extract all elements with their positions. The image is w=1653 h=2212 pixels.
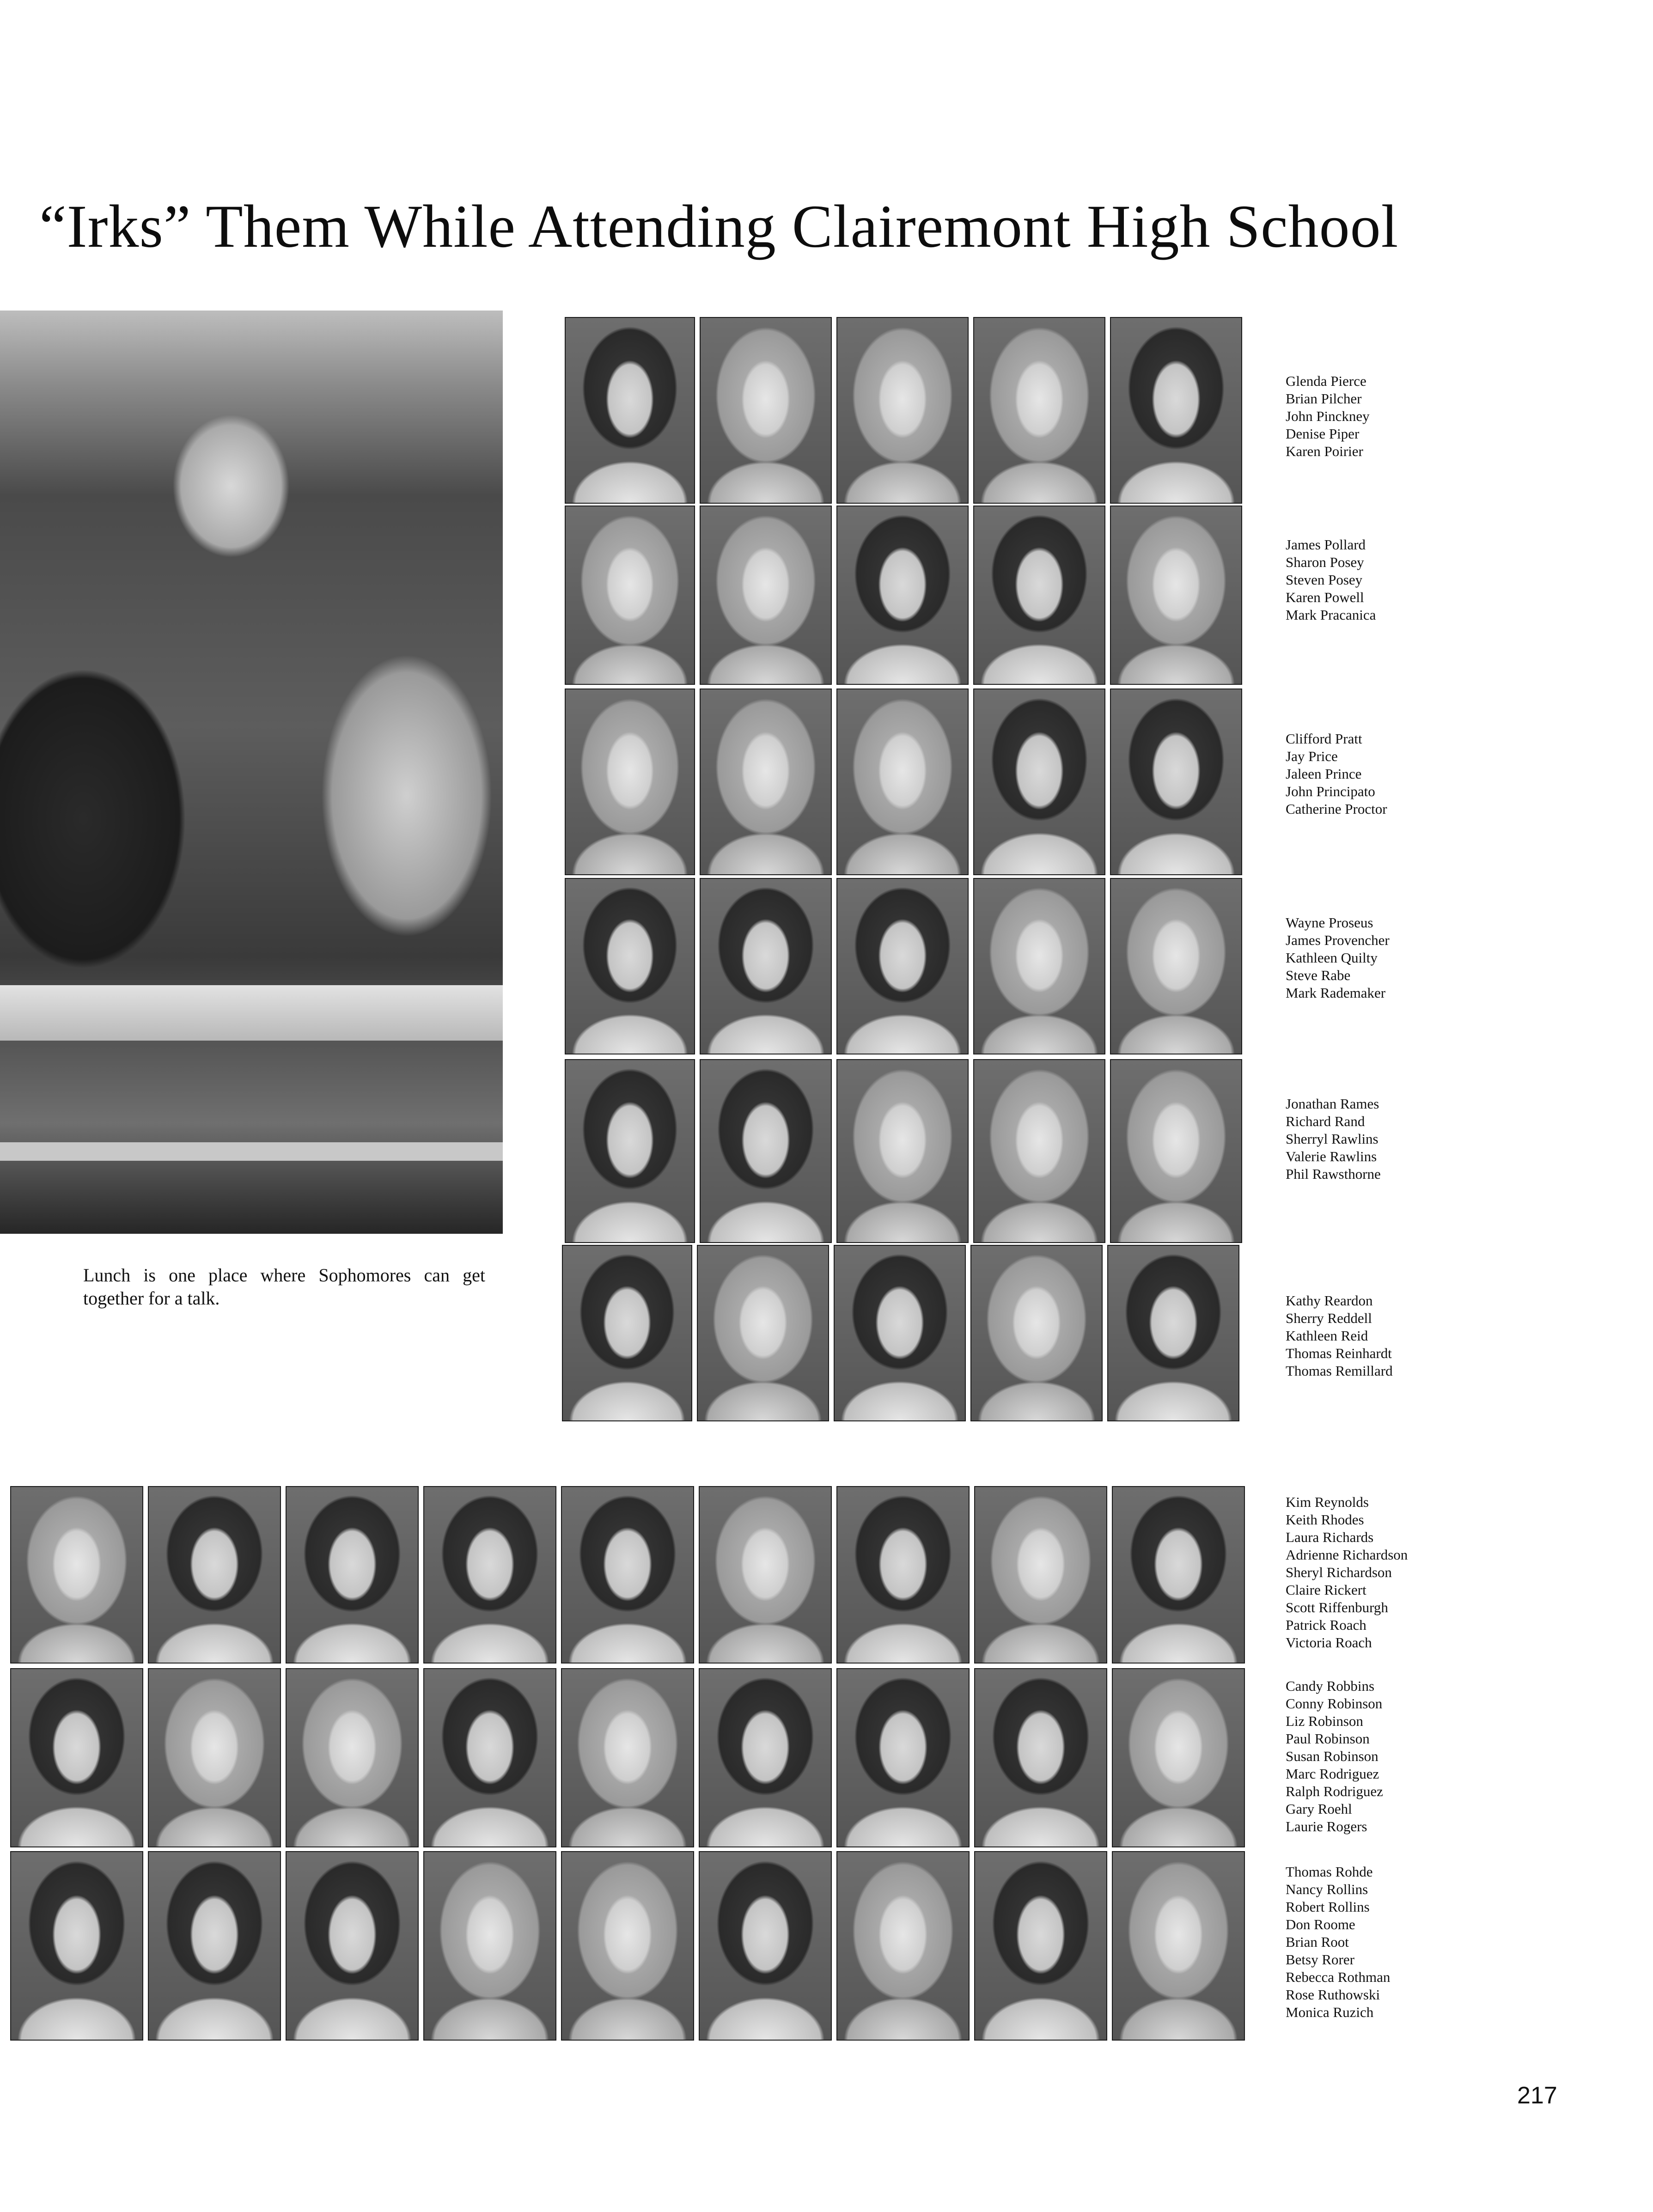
student-name: Sherryl Rawlins	[1286, 1131, 1379, 1147]
portrait-photo	[565, 317, 695, 504]
student-name: Patrick Roach	[1286, 1617, 1366, 1633]
portrait-row-4	[565, 878, 1242, 1054]
names-list-5	[1286, 1095, 1381, 1183]
student-name: Mark Rademaker	[1286, 985, 1386, 1001]
portrait-photo	[700, 689, 832, 875]
student-name: Brian Root	[1286, 1934, 1349, 1950]
portrait-photo	[286, 1668, 419, 1847]
portrait-photo	[973, 878, 1105, 1054]
photo-caption: Lunch is one place where Sophomores can get together for a talk.	[83, 1265, 485, 1309]
portrait-photo	[423, 1668, 556, 1847]
student-name: John Principato	[1286, 783, 1375, 799]
student-name: Thomas Rohde	[1286, 1864, 1373, 1880]
portrait-photo	[1112, 1668, 1245, 1847]
student-name: Candy Robbins	[1286, 1678, 1375, 1694]
student-name: John Pinckney	[1286, 408, 1370, 424]
student-name: Brian Pilcher	[1286, 390, 1362, 407]
portrait-photo	[699, 1851, 832, 2041]
student-name: Thomas Remillard	[1286, 1363, 1393, 1379]
portrait-photo	[974, 1486, 1107, 1664]
portrait-row-9	[10, 1851, 1245, 2041]
names-list-4	[1286, 914, 1390, 1002]
student-name: Wayne Proseus	[1286, 914, 1373, 931]
student-name: Claire Rickert	[1286, 1582, 1366, 1598]
names-list-1	[1286, 372, 1370, 460]
portrait-photo	[148, 1486, 281, 1664]
portrait-photo	[836, 689, 969, 875]
student-name: Valerie Rawlins	[1286, 1148, 1377, 1164]
portrait-photo	[699, 1486, 832, 1664]
portrait-photo	[1110, 878, 1242, 1054]
portrait-photo	[700, 878, 832, 1054]
student-name: Paul Robinson	[1286, 1731, 1370, 1747]
portrait-photo	[1110, 1059, 1242, 1243]
student-name: Conny Robinson	[1286, 1695, 1383, 1712]
portrait-photo	[836, 878, 969, 1054]
student-name: James Pollard	[1286, 536, 1366, 553]
student-name: Laurie Rogers	[1286, 1818, 1367, 1834]
candid-lunch-photo	[0, 311, 503, 1234]
portrait-photo	[1112, 1486, 1245, 1664]
portrait-photo	[699, 1668, 832, 1847]
student-name: Thomas Reinhardt	[1286, 1345, 1392, 1361]
portrait-row-1	[565, 317, 1242, 504]
student-name: Kim Reynolds	[1286, 1494, 1369, 1510]
portrait-photo	[1107, 1245, 1239, 1421]
student-name: Jaleen Prince	[1286, 766, 1362, 782]
student-name: Kathleen Reid	[1286, 1328, 1368, 1344]
student-name: Marc Rodriguez	[1286, 1766, 1379, 1782]
portrait-photo	[1112, 1851, 1245, 2041]
portrait-row-7	[10, 1486, 1245, 1664]
student-name: Monica Ruzich	[1286, 2004, 1374, 2020]
student-name: Victoria Roach	[1286, 1634, 1372, 1651]
portrait-photo	[700, 317, 832, 504]
student-name: James Provencher	[1286, 932, 1390, 948]
portrait-row-5	[565, 1059, 1242, 1243]
student-name: Sheryl Richardson	[1286, 1564, 1392, 1580]
portrait-photo	[10, 1486, 143, 1664]
student-name: Glenda Pierce	[1286, 373, 1366, 389]
names-list-8	[1286, 1677, 1383, 1835]
student-name: Susan Robinson	[1286, 1748, 1379, 1764]
portrait-photo	[565, 506, 695, 685]
student-name: Scott Riffenburgh	[1286, 1599, 1388, 1615]
portrait-photo	[561, 1851, 694, 2041]
student-name: Rebecca Rothman	[1286, 1969, 1391, 1985]
portrait-photo	[973, 689, 1105, 875]
student-name: Denise Piper	[1286, 426, 1360, 442]
student-name: Keith Rhodes	[1286, 1511, 1364, 1528]
student-name: Rose Ruthowski	[1286, 1987, 1380, 2003]
student-name: Kathleen Quilty	[1286, 950, 1378, 966]
student-name: Kathy Reardon	[1286, 1292, 1373, 1309]
portrait-photo	[700, 1059, 832, 1243]
portrait-photo	[1110, 317, 1242, 504]
portrait-photo	[973, 1059, 1105, 1243]
student-name: Robert Rollins	[1286, 1899, 1370, 1915]
student-name: Ralph Rodriguez	[1286, 1783, 1383, 1799]
names-list-7	[1286, 1493, 1408, 1651]
student-name: Steven Posey	[1286, 572, 1363, 588]
bench-decor	[0, 985, 503, 1041]
portrait-photo	[562, 1245, 692, 1421]
portrait-photo	[1110, 689, 1242, 875]
names-list-9	[1286, 1863, 1390, 2021]
portrait-photo	[974, 1851, 1107, 2041]
portrait-photo	[561, 1668, 694, 1847]
portrait-photo	[10, 1668, 143, 1847]
page-title: “Irks” Them While Attending Clairemont High School	[39, 192, 1399, 260]
student-name: Liz Robinson	[1286, 1713, 1363, 1729]
names-list-6	[1286, 1292, 1393, 1380]
student-name: Catherine Proctor	[1286, 801, 1387, 817]
student-name: Karen Powell	[1286, 589, 1364, 605]
portrait-photo	[286, 1486, 419, 1664]
student-name: Jay Price	[1286, 748, 1338, 764]
portrait-photo	[970, 1245, 1103, 1421]
portrait-photo	[10, 1851, 143, 2041]
student-name: Sherry Reddell	[1286, 1310, 1372, 1326]
student-name: Sharon Posey	[1286, 554, 1364, 570]
student-name: Clifford Pratt	[1286, 731, 1362, 747]
student-name: Don Roome	[1286, 1916, 1355, 1932]
portrait-photo	[423, 1851, 556, 2041]
student-name: Mark Pracanica	[1286, 607, 1376, 623]
portrait-photo	[834, 1245, 966, 1421]
portrait-photo	[148, 1851, 281, 2041]
portrait-photo	[697, 1245, 829, 1421]
portrait-photo	[836, 1668, 970, 1847]
portrait-photo	[1110, 506, 1242, 685]
student-name: Adrienne Richardson	[1286, 1547, 1408, 1563]
names-list-2	[1286, 536, 1376, 624]
portrait-photo	[974, 1668, 1107, 1847]
portrait-row-8	[10, 1668, 1245, 1847]
student-name: Betsy Rorer	[1286, 1951, 1354, 1968]
portrait-photo	[286, 1851, 419, 2041]
student-name: Steve Rabe	[1286, 967, 1351, 983]
portrait-photo	[836, 1486, 970, 1664]
portrait-photo	[836, 1059, 969, 1243]
portrait-photo	[973, 317, 1105, 504]
student-name: Nancy Rollins	[1286, 1881, 1368, 1897]
bench-decor	[0, 1142, 503, 1161]
student-name: Karen Poirier	[1286, 443, 1363, 459]
portrait-photo	[565, 1059, 695, 1243]
student-name: Jonathan Rames	[1286, 1096, 1379, 1112]
portrait-row-3	[565, 689, 1242, 875]
portrait-photo	[423, 1486, 556, 1664]
portrait-photo	[973, 506, 1105, 685]
student-name: Gary Roehl	[1286, 1801, 1352, 1817]
portrait-photo	[836, 1851, 970, 2041]
portrait-photo	[700, 506, 832, 685]
portrait-photo	[565, 689, 695, 875]
portrait-photo	[561, 1486, 694, 1664]
portrait-photo	[565, 878, 695, 1054]
names-list-3	[1286, 730, 1387, 818]
student-name: Laura Richards	[1286, 1529, 1374, 1545]
page-number: 217	[1517, 2082, 1557, 2109]
portrait-row-2	[565, 506, 1242, 685]
portrait-photo	[148, 1668, 281, 1847]
student-name: Richard Rand	[1286, 1113, 1365, 1129]
portrait-row-6	[562, 1245, 1239, 1421]
student-name: Phil Rawsthorne	[1286, 1166, 1381, 1182]
portrait-photo	[836, 317, 969, 504]
portrait-photo	[836, 506, 969, 685]
